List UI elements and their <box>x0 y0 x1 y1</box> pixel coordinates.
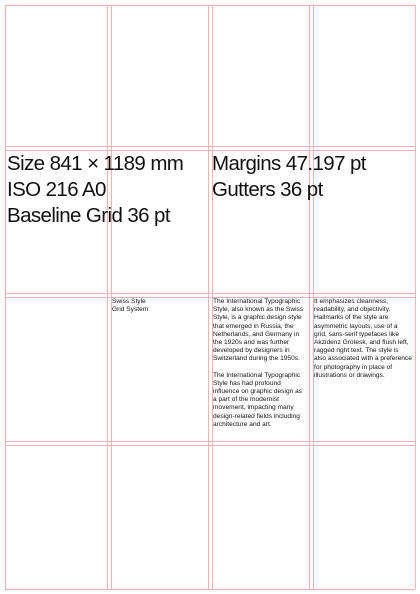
headline-iso: ISO 216 A0 <box>7 178 106 201</box>
grid-line <box>5 445 415 446</box>
headline-margins: Margins 47.197 pt <box>212 152 366 175</box>
grid-line <box>415 5 416 589</box>
paragraph: The International Typographic Style has had profound influence on graphic design as a part of the modernist movement, impacting many design-related fields including architecture and art. <box>213 371 303 428</box>
grid-line <box>5 293 415 294</box>
text-column-3 <box>213 298 307 437</box>
label-line: Grid System <box>112 306 149 314</box>
grid-line <box>5 5 415 6</box>
grid-line <box>5 441 415 442</box>
headline-size: Size 841 × 1189 mm <box>7 152 184 175</box>
grid-line <box>5 589 415 590</box>
paragraph: It emphasizes cleanness, readability, and objectivity. Hallmarks of the style are asymmetric layouts, use of a grid, sans-serif typefaces like Akzidenz Grotesk, and flush left, ragged right text. The style is also associated with a preference for photography in place of illustrations or drawings. <box>314 298 412 379</box>
grid-line <box>5 146 415 147</box>
text-column-4 <box>314 298 412 388</box>
label-block <box>112 298 206 314</box>
headline-baseline: Baseline Grid 36 pt <box>7 204 170 227</box>
side-mark: · <box>2 20 6 21</box>
headline-gutters: Gutters 36 pt <box>212 178 323 201</box>
label-line: Swiss Style <box>112 298 146 305</box>
paragraph: The International Typographic Style, also known as the Swiss Style, is a graphic design style that emerged in Russia, the Netherlands, and Germany in the 1920s and was further developed by designers in Switzerland during the 1950s. <box>213 298 304 363</box>
